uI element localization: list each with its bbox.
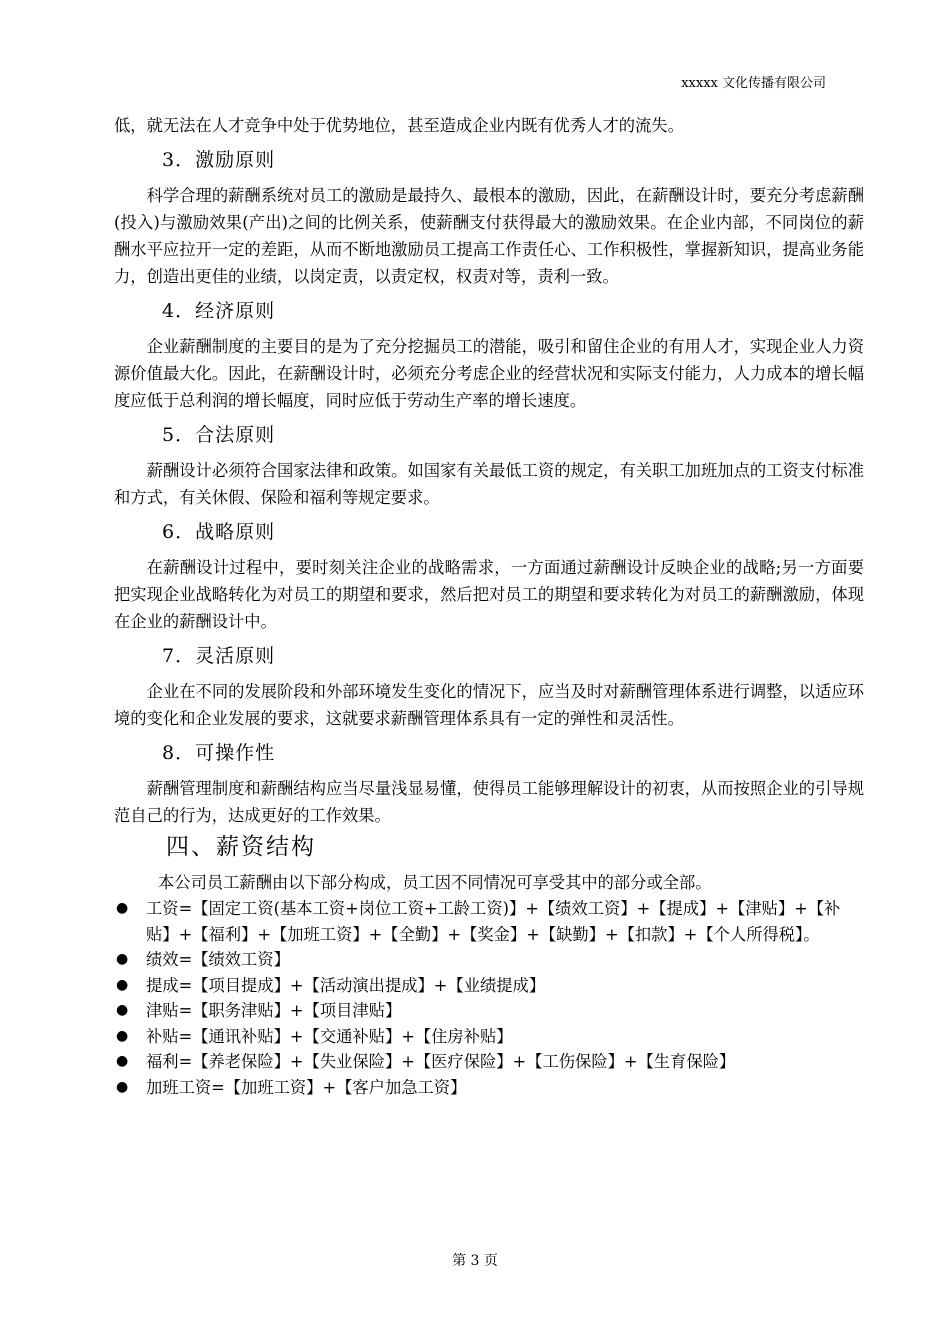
bullet-icon: ●: [116, 1002, 129, 1018]
document-body: [114, 112, 864, 1100]
page-footer: [0, 1250, 950, 1270]
bullet-icon: ●: [116, 900, 129, 916]
list-item-overtime: [114, 1075, 864, 1101]
list-item-text: 加班工资=【加班工资】+【客户加急工资】: [146, 1077, 467, 1097]
list-item-commission: [114, 973, 864, 999]
list-item-text: 绩效=【绩效工资】: [146, 950, 290, 969]
bullet-icon: ●: [116, 1053, 129, 1069]
page-number-suffix: 页: [483, 1253, 498, 1269]
section-heading-flexibility: 7．灵活原则: [162, 645, 276, 667]
section-body-economy: 企业薪酬制度的主要目的是为了充分挖掘员工的潜能，吸引和留住企业的有用人才，实现企业人力资源价值最大化。因此，在薪酬设计时，必须充分考虑企业的经营状况和实际支付能力，人力成本的增长幅度应低于总利润的增长幅度，同时应低于劳动生产率的增长速度。: [114, 337, 864, 410]
list-item-wage: [114, 896, 864, 947]
list-item-text: 福利=【养老保险】+【失业保险】+【医疗保险】+【工伤保险】+【生育保险】: [146, 1052, 736, 1071]
section-heading-economy: 4．经济原则: [162, 300, 276, 322]
salary-intro: 本公司员工薪酬由以下部分构成，员工因不同情况可享受其中的部分或全部。: [158, 873, 712, 892]
bullet-icon: ●: [116, 1078, 129, 1095]
section-body-strategy: 在薪酬设计过程中，要时刻关注企业的战略需求，一方面通过薪酬设计反映企业的战略;另一方面要把实现企业战略转化为对员工的期望和要求，然后把对员工的期望和要求转化为对员工的薪酬激励，体现在企业的薪酬设计中。: [114, 558, 864, 631]
section-body-legal: 薪酬设计必须符合国家法律和政策。如国家有关最低工资的规定，有关职工加班加点的工资支付标准和方式，有关休假、保险和福利等规定要求。: [114, 461, 864, 507]
continued-paragraph: 低，就无法在人才竞争中处于优势地位，甚至造成企业内既有优秀人才的流失。: [114, 116, 684, 135]
list-item-subsidy: [114, 1024, 864, 1050]
bullet-icon: ●: [116, 1027, 129, 1044]
section-heading-strategy: 6．战略原则: [162, 521, 276, 543]
section-body-incentive: 科学合理的薪酬系统对员工的激励是最持久、最根本的激励，因此，在薪酬设计时，要充分考虑薪酬(投入)与激励效果(产出)之间的比例关系，使薪酬支付获得最大的激励效果。在企业内部，不同岗位的薪酬水平应拉开一定的差距，从而不断地激励员工提高工作责任心、工作积极性，掌握新知识，提高业务能力，创造出更佳的业绩，以岗定责，以责定权，权责对等，责利一致。: [114, 186, 864, 286]
section-heading-legal: 5．合法原则: [162, 424, 276, 446]
section-body-operability: 薪酬管理制度和薪酬结构应当尽量浅显易懂，使得员工能够理解设计的初衷，从而按照企业的引导规范自己的行为，达成更好的工作效果。: [114, 779, 864, 825]
list-item-welfare: [114, 1049, 864, 1075]
salary-component-list: [114, 896, 864, 1100]
list-item-performance: [114, 947, 864, 973]
list-item-text: 工资=【固定工资(基本工资+岗位工资+工龄工资)】+【绩效工资】+【提成】+【津贴】+【补贴】+【福利】+【加班工资】+【全勤】+【奖金】+【缺勤】+【扣款】+【个人所得税】。: [146, 899, 841, 944]
page-header-company: xxxxx 文化传播有限公司: [681, 76, 826, 91]
page-number-prefix: 第: [452, 1253, 467, 1269]
bullet-icon: ●: [116, 951, 129, 967]
chapter-heading-salary-structure: 四、薪资结构: [166, 834, 316, 860]
list-item-text: 提成=【项目提成】+【活动演出提成】+【业绩提成】: [146, 975, 546, 995]
page-number: 3: [470, 1253, 480, 1269]
section-heading-operability: 8．可操作性: [162, 742, 276, 764]
section-heading-incentive: 3．激励原则: [162, 149, 276, 171]
bullet-icon: ●: [116, 976, 129, 993]
list-item-allowance: [114, 998, 864, 1024]
section-body-flexibility: 企业在不同的发展阶段和外部环境发生变化的情况下，应当及时对薪酬管理体系进行调整，以适应环境的变化和企业发展的要求，这就要求薪酬管理体系具有一定的弹性和灵活性。: [114, 682, 864, 728]
list-item-text: 补贴=【通讯补贴】+【交通补贴】+【住房补贴】: [146, 1026, 513, 1046]
list-item-text: 津贴=【职务津贴】+【项目津贴】: [146, 1001, 402, 1020]
